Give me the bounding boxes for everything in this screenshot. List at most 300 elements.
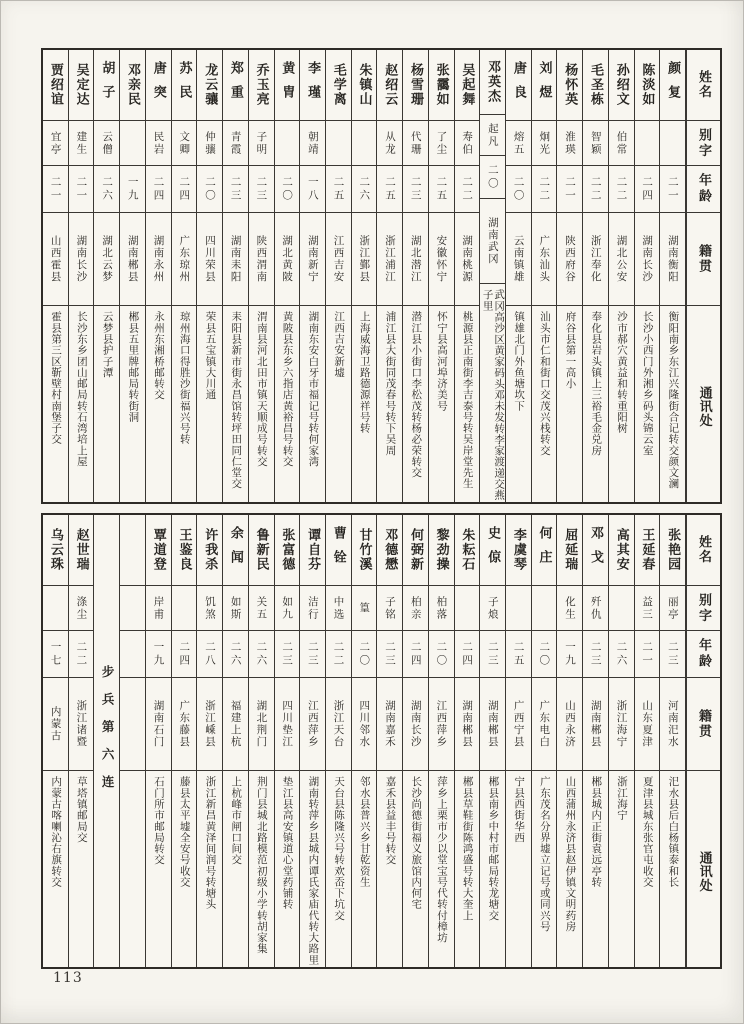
person-origin: 四川邻水 <box>358 700 371 748</box>
person-age: 一七 <box>49 640 62 668</box>
person-address: 长沙东乡团山邮局转石湾培上屋 <box>75 311 88 467</box>
person-column <box>532 50 558 502</box>
person-zi: 了尘 <box>435 130 448 156</box>
header-zi-label: 别字 <box>696 127 711 159</box>
person-origin: 内蒙古 <box>49 706 62 742</box>
person-column <box>429 50 455 502</box>
person-origin-cell <box>249 678 274 771</box>
person-age-cell <box>326 166 351 213</box>
person-age-cell <box>583 166 608 213</box>
person-age: 二〇 <box>538 640 551 668</box>
person-zi-cell <box>69 586 94 631</box>
person-zi: 岸甫 <box>152 595 165 621</box>
person-age: 二二 <box>461 175 474 203</box>
person-column <box>146 50 172 502</box>
person-origin-cell <box>43 678 68 771</box>
person-address: 荣县五宝镇大川通 <box>204 311 217 401</box>
person-age-cell <box>69 631 94 678</box>
person-origin-cell <box>660 678 685 771</box>
person-address-cell <box>172 771 197 967</box>
person-column <box>172 50 198 502</box>
person-age: 二四 <box>409 640 422 668</box>
person-origin: 湖南长沙 <box>641 235 654 283</box>
person-address: 桃源县正南街李吉泰号转吴岸堂先生 <box>461 311 474 490</box>
person-zi: 关五 <box>255 595 268 621</box>
person-address-cell <box>223 771 248 967</box>
person-origin-cell <box>172 213 197 306</box>
person-name-cell <box>146 515 171 586</box>
person-zi-cell <box>403 586 428 631</box>
person-age-cell <box>506 166 531 213</box>
person-address-cell <box>429 306 454 502</box>
person-origin-cell <box>146 678 171 771</box>
person-address-cell <box>69 771 94 967</box>
person-zi-cell <box>94 121 119 166</box>
person-address: 长沙小西门外湘乡码头锦云室 <box>641 311 654 456</box>
person-age: 二五 <box>332 175 345 203</box>
person-age-cell <box>300 166 325 213</box>
person-name: 鲁新民 <box>253 528 269 572</box>
person-address: 府谷县第一高小 <box>564 311 577 389</box>
person-name: 苏民 <box>176 60 192 110</box>
person-age: 二二 <box>589 175 602 203</box>
person-age: 二三 <box>383 640 396 668</box>
person-zi-cell <box>609 586 634 631</box>
person-origin: 湖北云梦 <box>101 235 114 283</box>
person-column <box>557 515 583 967</box>
person-name-cell <box>197 50 222 121</box>
person-age: 二五 <box>435 175 448 203</box>
person-age-cell <box>557 166 582 213</box>
person-column <box>557 50 583 502</box>
person-address: 沙市郝穴黄益和转重阳树 <box>615 311 628 434</box>
person-age-cell <box>429 631 454 678</box>
person-column <box>94 50 120 502</box>
person-age: 二〇 <box>281 175 294 203</box>
person-name: 黎劲操 <box>433 528 449 572</box>
person-origin: 浙江海宁 <box>615 700 628 748</box>
person-age: 一八 <box>306 175 319 203</box>
person-name-cell <box>249 515 274 586</box>
person-name-cell <box>506 50 531 121</box>
person-name-cell <box>532 515 557 586</box>
person-address: 郴县城内正街袁远亭转 <box>590 776 603 888</box>
person-origin-cell <box>43 213 68 306</box>
person-column <box>377 515 403 967</box>
person-zi-cell <box>300 121 325 166</box>
person-address-cell <box>146 306 171 502</box>
person-address-cell <box>557 306 582 502</box>
header-name <box>687 515 720 586</box>
person-address-cell <box>352 771 377 967</box>
person-age-cell <box>609 166 634 213</box>
header-origin <box>687 678 720 771</box>
person-name-cell <box>223 515 248 586</box>
person-origin-cell <box>557 678 582 771</box>
header-column <box>686 515 720 967</box>
person-address-cell <box>480 771 505 967</box>
person-origin: 湖南永州 <box>152 235 165 283</box>
person-age-cell <box>480 156 505 199</box>
person-age: 二二 <box>538 175 551 203</box>
person-zi: 朝靖 <box>306 130 319 156</box>
person-age-cell <box>403 631 428 678</box>
person-column <box>583 50 609 502</box>
person-name-cell <box>635 50 660 121</box>
person-age-cell <box>197 631 222 678</box>
person-name: 杨怀英 <box>562 63 578 107</box>
person-age: 二六 <box>101 175 114 203</box>
person-address-cell <box>532 306 557 502</box>
person-age: 二一 <box>641 640 654 668</box>
person-origin: 广东汕头 <box>538 235 551 283</box>
person-name-cell <box>172 515 197 586</box>
person-origin-cell <box>352 213 377 306</box>
person-zi-cell <box>172 586 197 631</box>
person-name-cell <box>69 50 94 121</box>
person-column <box>197 515 223 967</box>
person-address: 耒阳县新市街永昌馆转坪田同仁堂交 <box>230 311 243 490</box>
person-origin-cell <box>609 678 634 771</box>
person-origin: 广西宁县 <box>512 700 525 748</box>
person-origin: 河南汜水 <box>666 700 679 748</box>
person-name-cell <box>609 50 634 121</box>
person-zi: 洁行 <box>306 595 319 621</box>
person-age-cell <box>120 166 145 213</box>
person-address: 云梦县护子潭 <box>101 311 114 378</box>
person-name-cell <box>197 515 222 586</box>
person-age: 二〇 <box>512 175 525 203</box>
person-origin-cell <box>455 213 480 306</box>
person-address-cell <box>249 306 274 502</box>
person-age: 二二 <box>332 640 345 668</box>
person-zi: 饥煞 <box>203 595 216 621</box>
person-origin-cell <box>480 678 505 771</box>
person-origin: 湖南郴县 <box>589 700 602 748</box>
person-column <box>120 50 146 502</box>
header-age <box>687 631 720 678</box>
person-age-cell <box>223 631 248 678</box>
person-address: 石门所市邮局转交 <box>153 776 166 866</box>
person-zi-cell <box>480 586 505 631</box>
person-address-cell <box>455 771 480 967</box>
person-name: 乔玉亮 <box>253 63 269 107</box>
person-name: 王鉴良 <box>176 528 192 572</box>
person-zi-cell <box>403 121 428 166</box>
person-address-cell <box>326 306 351 502</box>
person-age-cell <box>326 631 351 678</box>
person-origin-cell <box>146 213 171 306</box>
person-origin: 四川荣县 <box>203 235 216 283</box>
person-origin-cell <box>455 678 480 771</box>
person-age: 一九 <box>126 175 139 203</box>
person-name-cell <box>146 50 171 121</box>
person-origin: 湖南石门 <box>152 700 165 748</box>
person-column <box>403 50 429 502</box>
person-name-cell <box>249 50 274 121</box>
person-age-cell <box>609 631 634 678</box>
person-name: 曹铨 <box>330 525 346 575</box>
person-name-cell <box>326 515 351 586</box>
person-zi: 如九 <box>281 595 294 621</box>
person-age-cell <box>506 631 531 678</box>
person-address: 郴县五里牌邮局转街洞 <box>127 311 140 423</box>
person-address-cell <box>506 771 531 967</box>
person-age: 二三 <box>255 175 268 203</box>
person-zi: 化生 <box>564 595 577 621</box>
person-column <box>583 515 609 967</box>
person-origin-cell <box>506 213 531 306</box>
header-zi-label: 别字 <box>696 592 711 624</box>
person-origin-cell <box>635 213 660 306</box>
person-name: 邓戈 <box>587 525 603 575</box>
person-address: 天台县陈隆兴号转欢岙下坑交 <box>333 776 346 921</box>
person-name: 邓亲民 <box>125 63 141 107</box>
person-origin-cell <box>532 678 557 771</box>
person-column <box>275 515 301 967</box>
person-origin: 湖南桃源 <box>461 235 474 283</box>
register-table-top <box>41 48 722 504</box>
person-address: 藤县太平墟全安号收交 <box>178 776 191 888</box>
person-age-cell <box>660 631 685 678</box>
person-zi: 从龙 <box>383 130 396 156</box>
person-name-cell <box>403 515 428 586</box>
person-address-cell <box>583 306 608 502</box>
person-zi: 淮瑛 <box>564 130 577 156</box>
person-origin-cell <box>120 678 145 771</box>
person-address: 浙江海宁 <box>615 776 628 821</box>
person-column <box>69 50 95 502</box>
person-address-cell <box>609 771 634 967</box>
person-origin-cell <box>197 213 222 306</box>
person-origin: 湖南衡阳 <box>666 235 679 283</box>
person-origin-cell <box>172 678 197 771</box>
person-column <box>660 50 686 502</box>
person-zi: 子烺 <box>486 595 499 621</box>
header-origin-label: 籍贯 <box>696 709 711 739</box>
person-origin: 山西霍县 <box>49 235 62 283</box>
person-age: 一九 <box>152 640 165 668</box>
person-name: 邓英杰 <box>485 60 501 104</box>
person-age: 二六 <box>229 640 242 668</box>
person-address-cell <box>609 306 634 502</box>
person-age-cell <box>275 631 300 678</box>
person-age-cell <box>352 166 377 213</box>
person-address-cell <box>352 306 377 502</box>
person-address-cell <box>506 306 531 502</box>
person-name: 杨雪珊 <box>407 63 423 107</box>
person-name-cell <box>94 50 119 121</box>
person-address: 嘉禾县益丰号转交 <box>384 776 397 866</box>
person-origin-cell <box>557 213 582 306</box>
person-zi-cell <box>455 121 480 166</box>
person-zi: 中选 <box>332 595 345 621</box>
person-origin: 江西萍乡 <box>435 700 448 748</box>
person-origin-cell <box>300 678 325 771</box>
person-name: 吴起舞 <box>459 63 475 107</box>
header-address-label: 通讯处 <box>696 850 712 893</box>
person-age-cell <box>223 166 248 213</box>
person-age-cell <box>557 631 582 678</box>
person-age-cell <box>403 166 428 213</box>
person-column <box>43 515 69 967</box>
person-name: 屈延瑞 <box>562 528 578 572</box>
person-address: 内蒙古喀喇沁右旗转交 <box>50 776 63 888</box>
person-origin: 湖北荆门 <box>255 700 268 748</box>
person-zi: 起凡 <box>486 122 499 148</box>
person-origin: 湖北潜江 <box>409 235 422 283</box>
person-zi: 歼仇 <box>589 595 602 621</box>
header-address <box>687 771 720 967</box>
person-column <box>300 50 326 502</box>
person-name: 谭自芬 <box>305 528 321 572</box>
register-content <box>41 48 722 978</box>
person-age: 二四 <box>461 640 474 668</box>
person-address-cell <box>429 771 454 967</box>
person-zi: 伯常 <box>615 130 628 156</box>
person-origin-cell <box>429 213 454 306</box>
person-zi-cell <box>557 121 582 166</box>
person-column <box>429 515 455 967</box>
person-address-cell <box>197 771 222 967</box>
person-origin: 湖南郴县 <box>126 235 139 283</box>
person-age-cell <box>275 166 300 213</box>
person-address-cell <box>275 771 300 967</box>
person-age-cell <box>455 631 480 678</box>
person-address: 长沙尚德街福义旅馆内何宅 <box>410 776 423 910</box>
register-table-bottom <box>41 513 722 969</box>
person-age: 二三 <box>409 175 422 203</box>
person-name: 余闻 <box>227 525 243 575</box>
person-name: 李瑾 <box>305 60 321 110</box>
person-age-cell <box>120 631 145 678</box>
person-origin-cell <box>275 678 300 771</box>
person-name-cell <box>609 515 634 586</box>
person-column <box>172 515 198 967</box>
person-origin: 浙江天台 <box>332 700 345 748</box>
person-age: 二三 <box>486 640 499 668</box>
person-zi-cell <box>249 121 274 166</box>
person-name-cell <box>352 50 377 121</box>
person-zi-cell <box>429 121 454 166</box>
person-origin-cell <box>120 213 145 306</box>
person-address-cell <box>275 306 300 502</box>
person-zi-cell <box>635 586 660 631</box>
person-address-cell <box>249 771 274 967</box>
person-address: 潜江县小街口李松茂转杨必荣转交 <box>410 311 423 478</box>
header-origin <box>687 213 720 306</box>
person-name: 赵世瑞 <box>73 528 89 572</box>
person-name: 毛圣栋 <box>587 63 603 107</box>
person-age: 二一 <box>564 175 577 203</box>
person-age: 二四 <box>178 640 191 668</box>
person-address: 郴县草鞋街陈鸿盛号转大奎上 <box>461 776 474 921</box>
person-address-cell <box>94 306 119 502</box>
person-name: 邓德懋 <box>382 528 398 572</box>
person-column <box>43 50 69 502</box>
person-zi: 炯光 <box>538 130 551 156</box>
person-zi-cell <box>43 586 68 631</box>
person-zi-cell <box>429 586 454 631</box>
person-name: 甘竹溪 <box>356 528 372 572</box>
person-age: 二四 <box>178 175 191 203</box>
person-column <box>249 50 275 502</box>
person-origin-cell <box>403 213 428 306</box>
person-zi-cell <box>146 586 171 631</box>
person-name-cell <box>275 50 300 121</box>
person-address: 萍乡上栗市少以堂宝号代转付樟坊 <box>435 776 448 943</box>
person-address-cell <box>635 771 660 967</box>
person-age-cell <box>172 166 197 213</box>
person-name-cell <box>455 515 480 586</box>
person-column <box>69 515 95 967</box>
person-zi-cell <box>223 121 248 166</box>
person-name: 赵绍云 <box>382 63 398 107</box>
person-name-cell <box>455 50 480 121</box>
person-zi-cell <box>352 121 377 166</box>
person-name: 胡子 <box>99 60 115 110</box>
person-zi: 建生 <box>75 130 88 156</box>
person-address-cell <box>660 771 685 967</box>
person-column <box>249 515 275 967</box>
person-address: 郴县南乡中村市邮局转龙塘交 <box>487 776 500 921</box>
person-age: 二〇 <box>486 163 499 191</box>
person-name: 郑重 <box>227 60 243 110</box>
person-zi-cell <box>352 586 377 631</box>
person-origin: 广东琼州 <box>178 235 191 283</box>
person-name: 张靄如 <box>433 63 449 107</box>
person-column <box>609 50 635 502</box>
person-name-cell <box>352 515 377 586</box>
person-name: 龙云骧 <box>202 63 218 107</box>
person-address-cell <box>660 306 685 502</box>
person-address: 宁县西街华西 <box>513 776 526 843</box>
person-name-cell <box>506 515 531 586</box>
person-name: 唐良 <box>510 60 526 110</box>
person-zi-cell <box>120 121 145 166</box>
person-zi: 柏落 <box>435 595 448 621</box>
person-age: 二三 <box>281 640 294 668</box>
person-origin-cell <box>300 213 325 306</box>
person-zi: 子铭 <box>383 595 396 621</box>
person-age: 二四 <box>641 175 654 203</box>
person-origin: 湖南郴县 <box>461 700 474 748</box>
person-name: 覃道登 <box>150 528 166 572</box>
person-address-cell <box>557 771 582 967</box>
page-number: 113 <box>53 970 83 986</box>
person-address: 琼州海口得胜沙街福兴号转 <box>178 311 191 445</box>
person-zi: 柏亲 <box>409 595 422 621</box>
person-name-cell <box>480 515 505 586</box>
person-address-cell <box>120 306 145 502</box>
person-origin-cell <box>69 678 94 771</box>
person-name: 陈淡如 <box>639 63 655 107</box>
person-zi: 宜亭 <box>49 130 62 156</box>
person-name: 史倞 <box>485 525 501 575</box>
header-zi <box>687 121 720 166</box>
person-name: 贾绍谊 <box>47 63 63 107</box>
header-name-label: 姓名 <box>696 70 711 100</box>
person-name-cell <box>557 50 582 121</box>
person-name-cell <box>660 50 685 121</box>
person-age-cell <box>532 166 557 213</box>
person-age-cell <box>43 631 68 678</box>
person-age: 二八 <box>203 640 216 668</box>
person-address: 浦江县大街同茂春号转下吴周 <box>384 311 397 456</box>
person-address-cell <box>326 771 351 967</box>
person-origin-cell <box>480 199 505 284</box>
person-name-cell <box>557 515 582 586</box>
